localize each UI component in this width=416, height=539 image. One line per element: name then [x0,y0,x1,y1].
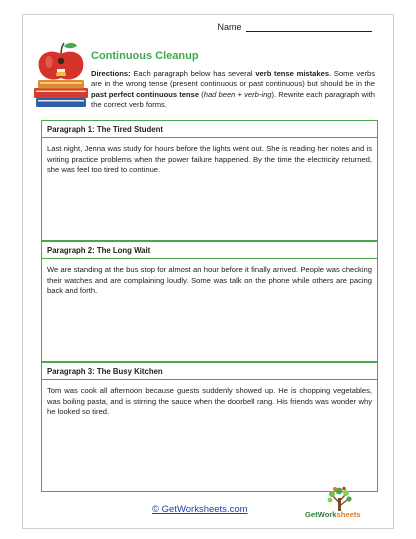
directions-part: Each paragraph below has several [130,69,256,78]
directions-part: . Some verbs are in the wrong tense (present continuous or past continuous) but should be in the [91,69,375,89]
paragraph-text: Last night, Jenna was study for hours before the lights went out. She is reading her notes and is writing practice problems when the power failure happened. By the time the electricity returned, she was feel too tired to continue. [47,144,372,175]
paragraph-title: Paragraph 2: The Long Wait [42,242,377,259]
page-title: Continuous Cleanup [91,50,199,62]
name-underline[interactable] [246,22,372,32]
name-field [217,22,372,32]
directions-part: ( [199,89,204,99]
logo-text [305,510,361,519]
getworksheets-logo [305,486,375,522]
directions-part: ). Rewrite each paragraph with the correct verb forms. [91,89,375,110]
paragraph-box-2[interactable] [41,241,378,362]
apple-books-clipart-icon [32,40,90,112]
directions-text [91,69,375,111]
tree-logo-icon [305,486,375,512]
logo-accent: sheets [336,510,361,519]
directions-bold: past perfect continuous tense [91,89,200,99]
paragraph-text: We are standing at the bus stop for almost an hour before it finally arrived. People was checking their watches and are complaining loudly. Some was talk on the phone while others are pacing back and forth. [47,265,372,296]
paragraph-title: Paragraph 3: The Busy Kitchen [42,363,377,380]
paragraph-box-1[interactable] [41,120,378,241]
logo-main: GetWork [305,510,337,519]
directions-italic: had been + verb-ing [203,89,272,99]
name-label: Name [217,22,242,32]
directions-bold: verb tense mistakes [255,69,330,78]
paragraph-title: Paragraph 1: The Tired Student [42,121,377,138]
directions-label: Directions: [91,69,131,78]
paragraph-box-3[interactable] [41,362,378,492]
footer-link[interactable]: © GetWorksheets.com [152,504,248,515]
paragraph-text: Tom was cook all afternoon because guests suddenly showed up. He is chopping vegetables, was boiling pasta, and is stirring the sauce when the doorbell rang. His friends was wonder why he looked so tired. [47,386,372,417]
